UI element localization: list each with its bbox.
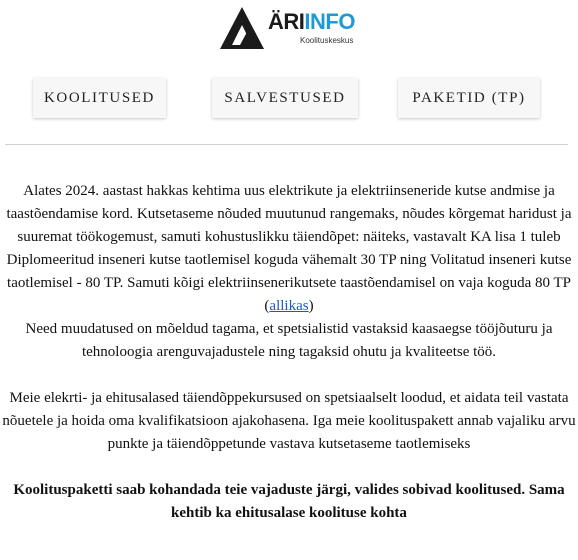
site-header: [0, 0, 578, 150]
brand-name-dark: ÄRI: [268, 9, 305, 34]
brand-name-accent: INFO: [304, 9, 355, 34]
nav-paketid-button[interactable]: PAKETID (TP): [398, 78, 540, 118]
brand-name: [268, 9, 355, 35]
intro-text-end: ): [308, 298, 314, 314]
customize-paragraph: Koolituspaketti saab kohandada teie vajaduste järgi, valides sobivad koolitused. Sama kehtib ka ehitusalase koolituse kohta: [13, 482, 565, 521]
brand-logo[interactable]: [218, 5, 358, 51]
header-divider: [5, 144, 568, 145]
triangle-logo-icon: [218, 5, 266, 51]
intro-text: Alates 2024. aastast hakkas kehtima uus elektrikute ja elektriinseneride kutse andmise ja taastõendamise kord. Kutsetaseme nõuded muutunud rangemaks, nõudes kõrgemat haridust ja suuremat töökogemust, samuti kohustuslikku täiendõpet: näiteks, vastavalt KA lisa 1 tuleb Diplomeeritud inseneri kutse taotlemisel koguda vähemalt 30 TP ning Volitatud inseneri kutse taotlemisel - 80 TP. Samuti kõigi elektriinsenerikutsete taastõendamisel on vaja koguda 80 TP (: [6, 183, 572, 314]
changes-paragraph: Need muudatused on mõeldud tagama, et spetsialistid vastaksid kaasaegse tööjõuturu ja tehnoloogia arenguvajadustele ning tagaksid ohutu ja kvaliteetse töö.: [25, 321, 553, 360]
brand-subtitle: Koolituskeskus: [300, 36, 354, 45]
nav-salvestused-button[interactable]: SALVESTUSED: [212, 78, 358, 118]
source-link[interactable]: allikas: [269, 298, 309, 314]
courses-paragraph: Meie elekrti- ja ehitusalased täiendõppekursused on spetsiaalselt loodud, et aidata teil vastata nõuetele ja hoida oma kvalifikatsioon ajakohasena. Iga meie koolituspakett annab vajaliku arvu punkte ja täiendõppetunde vastava kutsetaseme taotlemiseks: [2, 390, 576, 452]
main-content: [0, 180, 578, 525]
paragraph-gap: [0, 456, 578, 479]
paragraph-gap: [0, 364, 578, 387]
intro-paragraph: [0, 180, 578, 318]
nav-koolitused-button[interactable]: KOOLITUSED: [33, 78, 166, 118]
